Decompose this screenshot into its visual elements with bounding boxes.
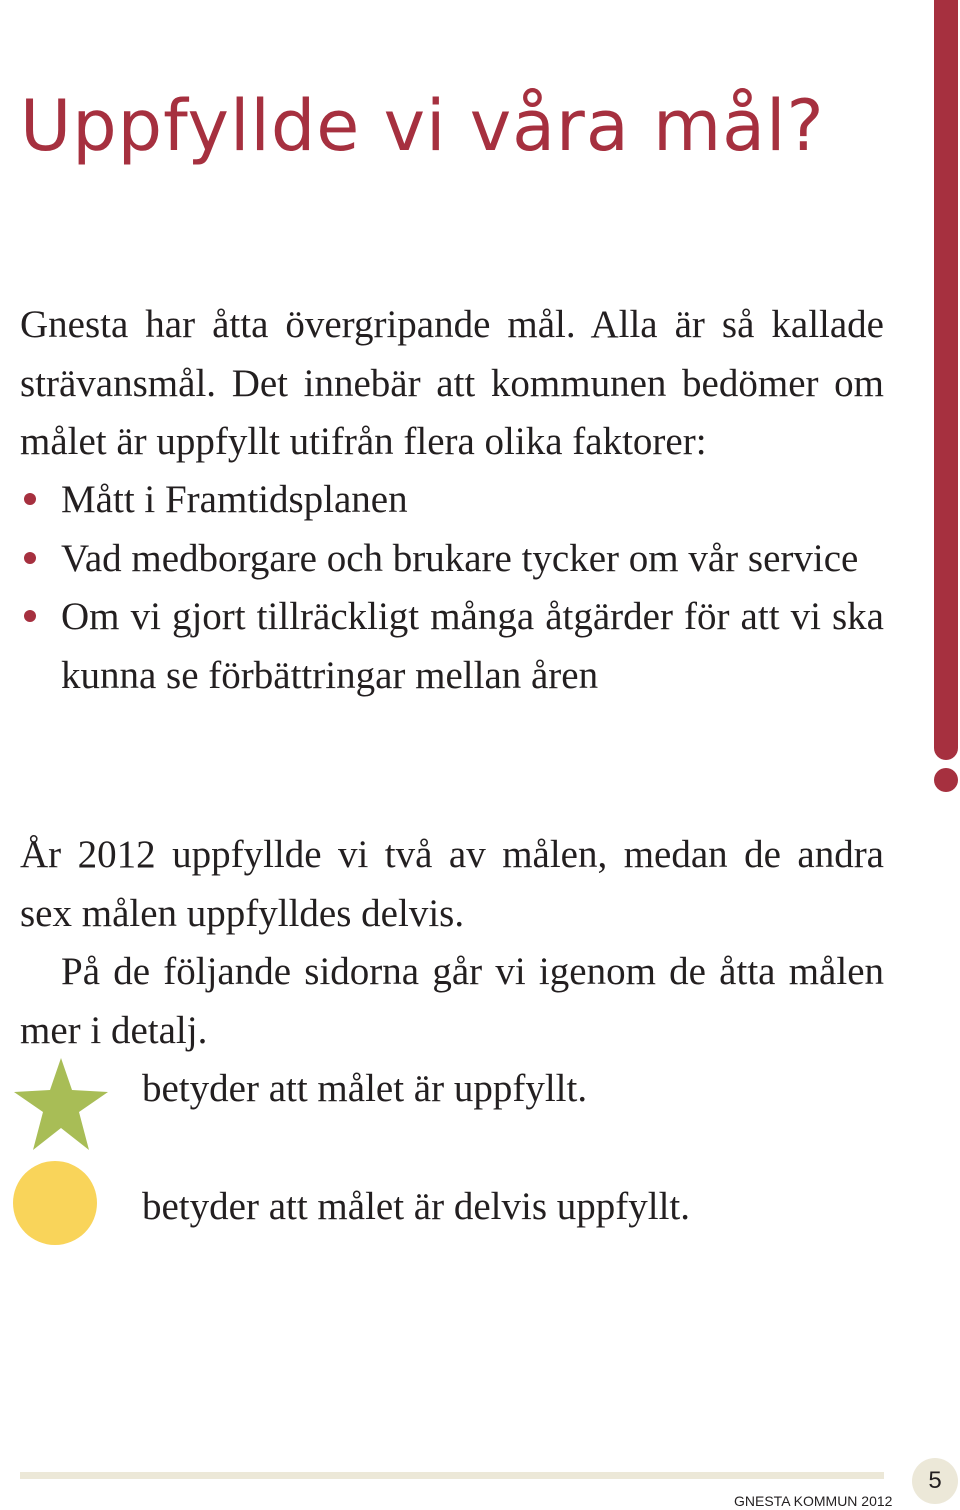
list-item [20,530,884,589]
list-item [20,471,884,530]
star-icon [12,1056,110,1152]
bullet-dot-icon [24,493,36,505]
side-accent-dot [934,768,958,792]
list-item [20,588,884,705]
legend-partially-fulfilled [12,1160,884,1260]
list-item-text: Vad medborgare och brukare tycker om vår service [61,536,859,580]
legend-fulfilled-text: betyder att målet är uppfyllt. [142,1067,588,1110]
side-accent-bar [934,0,958,760]
detail-paragraph: På de följande sidorna går vi igenom de åtta målen mer i detalj. [20,950,884,1052]
footer-divider [20,1472,884,1479]
factor-list [20,471,884,705]
list-item-text: Om vi gjort tillräckligt många åtgärder för att vi ska kunna se förbättringar mellan åren [61,595,884,697]
circle-icon [12,1160,98,1246]
result-paragraph: År 2012 uppfyllde vi två av målen, medan de andra sex målen uppfylldes delvis. [20,833,884,935]
page-number-badge: 5 [912,1458,958,1504]
list-item-text: Mått i Framtidsplanen [61,478,408,521]
intro-paragraph: Gnesta har åtta övergripande mål. Alla är så kallade strävansmål. Det innebär att kommunen bedömer om målet är uppfyllt utifrån flera olika faktorer: [20,303,884,463]
footer-label: GNESTA KOMMUN 2012 [734,1493,893,1509]
legend-partially-fulfilled-text: betyder att målet är delvis uppfyllt. [142,1185,690,1228]
bullet-dot-icon [24,610,36,622]
legend-fulfilled [12,1056,884,1156]
bullet-dot-icon [24,552,36,564]
page-title: Uppfyllde vi våra mål? [20,85,825,167]
